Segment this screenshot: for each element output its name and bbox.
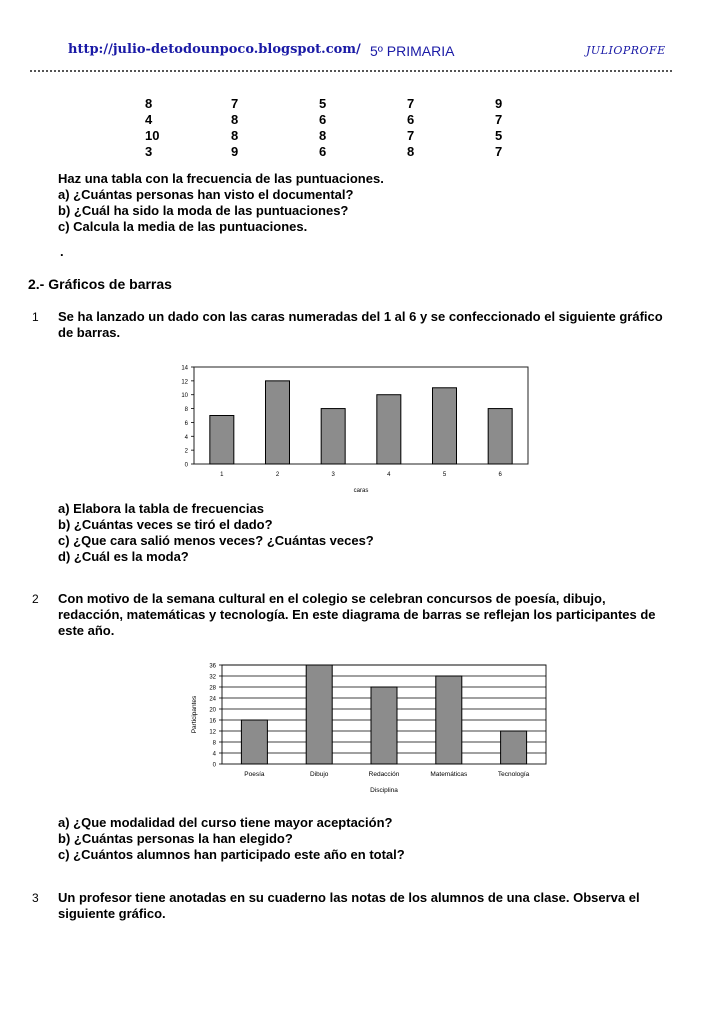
bar	[501, 731, 527, 764]
dotted-divider	[30, 62, 672, 72]
problem-text: este año.	[58, 623, 115, 638]
score-cell: 7	[495, 112, 503, 127]
x-tick-label: Redacción	[368, 771, 400, 778]
bar	[436, 676, 462, 764]
y-tick-label: 4	[212, 751, 216, 758]
y-tick-label: 0	[212, 762, 216, 769]
x-tick-label: 1	[220, 472, 224, 478]
problem-text: redacción, matemáticas y tecnología. En este diagrama de barras se reflejan los participantes de	[58, 607, 656, 622]
author-label: JULIOPROFE	[586, 44, 666, 57]
score-cell: 6	[319, 144, 327, 159]
score-cell: 7	[495, 144, 503, 159]
question-c: c) Calcula la media de las puntuaciones.	[58, 219, 308, 234]
bar	[306, 665, 332, 764]
problem-text: de barras.	[58, 325, 121, 340]
exercise-intro: Haz una tabla con la frecuencia de las puntuaciones.	[58, 171, 384, 186]
y-tick-label: 20	[209, 707, 216, 714]
y-tick-label: 12	[209, 729, 216, 736]
score-cell: 9	[231, 144, 239, 159]
bar	[321, 409, 345, 464]
score-cell: 7	[231, 96, 239, 111]
question-b: b) ¿Cuántas veces se tiró el dado?	[58, 517, 273, 532]
y-tick-label: 14	[181, 365, 188, 372]
question-a: a) Elabora la tabla de frecuencias	[58, 501, 264, 516]
bar	[371, 687, 397, 764]
question-a: a) ¿Cuántas personas han visto el documental?	[58, 187, 354, 202]
problem-number: 1	[32, 310, 39, 324]
y-tick-label: 2	[184, 448, 188, 455]
score-cell: 4	[145, 112, 153, 127]
score-cell: 5	[495, 128, 503, 143]
y-tick-label: 0	[184, 462, 188, 469]
grade-label: 5º PRIMARIA	[370, 43, 455, 59]
score-cell: 7	[407, 96, 415, 111]
y-tick-label: 8	[212, 740, 216, 747]
x-tick-label: 3	[331, 472, 335, 478]
bar	[241, 720, 267, 764]
score-cell: 3	[145, 144, 153, 159]
x-tick-label: Matemáticas	[430, 771, 468, 778]
problem-text: Se ha lanzado un dado con las caras numeradas del 1 al 6 y se confeccionado el siguiente gráfico	[58, 309, 663, 324]
x-tick-label: 6	[498, 472, 502, 478]
y-tick-label: 36	[209, 663, 216, 670]
score-cell: 8	[145, 96, 153, 111]
bar	[433, 388, 457, 464]
x-tick-label: 5	[442, 472, 447, 478]
dice-bar-chart	[160, 358, 540, 498]
problem-number: 2	[32, 592, 39, 606]
y-tick-label: 10	[181, 393, 188, 400]
question-d: d) ¿Cuál es la moda?	[58, 549, 189, 564]
contest-bar-chart	[180, 658, 560, 798]
problem-number: 3	[32, 891, 39, 905]
bar	[266, 381, 290, 464]
x-axis-label: Disciplina	[370, 787, 398, 794]
section-title: 2.- Gráficos de barras	[28, 276, 172, 292]
y-tick-label: 6	[184, 420, 188, 427]
score-cell: 6	[407, 112, 415, 127]
score-cell: 10	[145, 128, 160, 143]
score-cell: 6	[319, 112, 327, 127]
y-tick-label: 8	[184, 407, 188, 414]
score-cell: 8	[319, 128, 327, 143]
y-tick-label: 16	[209, 718, 216, 725]
y-tick-label: 28	[209, 685, 216, 692]
x-tick-label: Dibujo	[309, 771, 329, 778]
score-cell: 7	[407, 128, 415, 143]
score-cell: 9	[495, 96, 503, 111]
y-tick-label: 12	[181, 379, 188, 386]
y-tick-label: 4	[184, 434, 188, 441]
question-c: c) ¿Que cara salió menos veces? ¿Cuántas veces?	[58, 533, 374, 548]
y-axis-label: Participantes	[191, 695, 198, 734]
question-b: b) ¿Cuál ha sido la moda de las puntuaciones?	[58, 203, 349, 218]
x-axis-label: caras	[353, 488, 369, 494]
x-tick-label: 2	[275, 472, 280, 478]
problem-text: Con motivo de la semana cultural en el colegio se celebran concursos de poesía, dibujo,	[58, 591, 606, 606]
y-tick-label: 24	[209, 696, 216, 703]
bar	[488, 409, 512, 464]
x-tick-label: 4	[387, 472, 391, 478]
score-cell: 8	[231, 128, 239, 143]
question-c: c) ¿Cuántos alumnos han participado este año en total?	[58, 847, 405, 862]
question-a: a) ¿Que modalidad del curso tiene mayor aceptación?	[58, 815, 393, 830]
question-b: b) ¿Cuántas personas la han elegido?	[58, 831, 293, 846]
score-cell: 8	[407, 144, 415, 159]
stray-dot: .	[60, 244, 64, 259]
x-tick-label: Poesía	[244, 771, 265, 778]
blog-link[interactable]: http://julio-detodounpoco.blogspot.com/	[68, 42, 361, 57]
plot-area	[194, 367, 528, 464]
problem-text: siguiente gráfico.	[58, 906, 166, 921]
score-cell: 5	[319, 96, 327, 111]
y-tick-label: 32	[209, 674, 216, 681]
bar	[377, 395, 401, 464]
problem-text: Un profesor tiene anotadas en su cuaderno las notas de los alumnos de una clase. Observa el	[58, 890, 640, 905]
score-cell: 8	[231, 112, 239, 127]
bar	[210, 416, 234, 465]
x-tick-label: Tecnología	[497, 771, 530, 778]
